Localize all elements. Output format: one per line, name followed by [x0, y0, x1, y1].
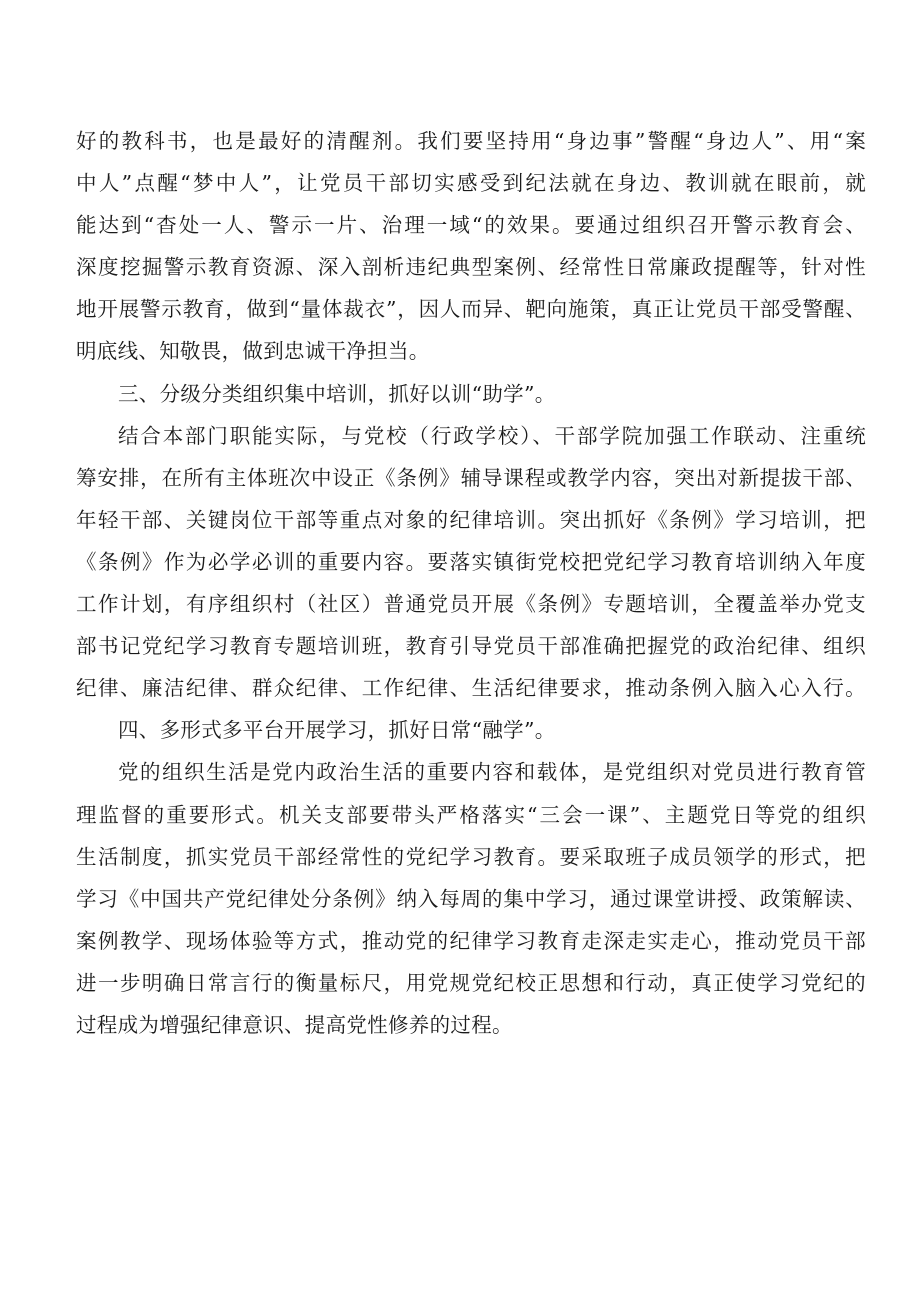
text-line: 生活制度，抓实党员干部经常性的党纪学习教育。要采取班子成员领学的形式，把	[76, 844, 866, 869]
section-heading	[76, 709, 866, 751]
text-line: 结合本部门职能实际，与党校（行政学校）、干部学院加强工作联动、注重统	[118, 423, 866, 448]
text-line: 中人”点醒“梦中人”，让党员干部切实感受到纪法就在身边、教训就在眼前，就	[76, 171, 866, 196]
text-line: 筹安排，在所有主体班次中设正《条例》辅导课程或教学内容，突出对新提拔干部、	[76, 465, 866, 490]
text-line: 年轻干部、关键岗位干部等重点对象的纪律培训。突出抓好《条例》学习培训，把	[76, 507, 866, 532]
text-line: 理监督的重要形式。机关支部要带头严格落实“三会一课”、主题党日等党的组织	[76, 802, 866, 827]
text-line: 明底线、知敬畏，做到忠诚干净担当。	[76, 339, 430, 364]
text-line: 深度挖掘警示教育资源、深入剖析违纪典型案例、经常性日常廉政提醒等，针对性	[76, 255, 866, 280]
text-line: 工作计划，有序组织村（社区）普通党员开展《条例》专题培训，全覆盖举办党支	[76, 592, 866, 617]
text-line: 案例教学、现场体验等方式，推动党的纪律学习教育走深走实走心，推动党员干部	[76, 928, 866, 953]
paragraph	[76, 120, 866, 373]
text-line: 纪律、廉洁纪律、群众纪律、工作纪律、生活纪律要求，推动条例入脑入心入行。	[76, 676, 866, 701]
text-line: 过程成为增强纪律意识、提高党性修养的过程。	[76, 1012, 513, 1037]
heading-line: 三、分级分类组织集中培训，抓好以训“助学”。	[118, 381, 556, 406]
text-line: 党的组织生活是党内政治生活的重要内容和载体，是党组织对党员进行教育管	[118, 760, 866, 785]
paragraph	[76, 415, 866, 710]
document-page	[76, 120, 866, 1046]
paragraph	[76, 751, 866, 1046]
text-line: 部书记党纪学习教育专题培训班，教育引导党员干部准确把握党的政治纪律、组织	[76, 634, 866, 659]
text-line: 《条例》作为必学必训的重要内容。要落实镇街党校把党纪学习教育培训纳入年度	[76, 549, 866, 574]
text-line: 学习《中国共产党纪律处分条例》纳入每周的集中学习，通过课堂讲授、政策解读、	[76, 886, 866, 911]
text-line: 进一步明确日常言行的衡量标尺，用党规党纪校正思想和行动，真正使学习党纪的	[76, 970, 866, 995]
text-line: 好的教科书，也是最好的清醒剂。我们要坚持用“身边事”警醒“身边人”、用“案	[76, 129, 866, 153]
heading-line: 四、多形式多平台开展学习，抓好日常“融学”。	[118, 718, 556, 743]
text-line: 地开展警示教育，做到“量体裁衣”，因人而异、靶向施策，真正让党员干部受警醒、	[76, 297, 866, 322]
text-line: 能达到“杳处一人、警示一片、治理一域“的效果。要通过组织召开警示教育会、	[76, 213, 866, 238]
section-heading	[76, 373, 866, 415]
